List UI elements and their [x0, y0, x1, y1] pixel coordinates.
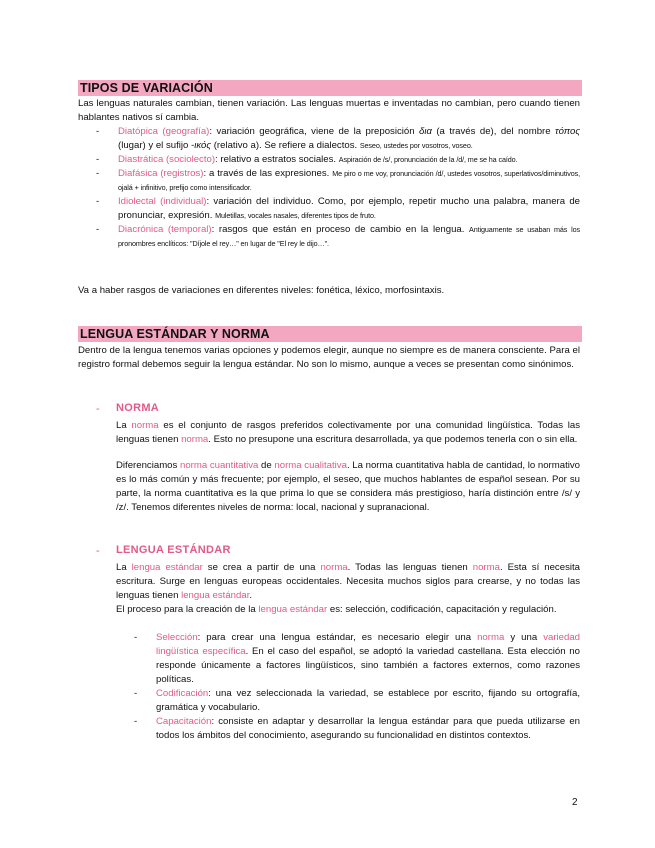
text: . La norma cuantitativa habla de cantidad, lo normativo es lo más común y más frecuente; por ejemplo, el seseo, que muchos hablantes de español sesean. Por su parte, la norma cuantitativa es la que prima lo que se considera más prestigioso, haría distinción entre /s/ y /z/. Tenemos diferentes niveles de norma: local, nacional y supranacional. [116, 460, 581, 513]
text: : una vez seleccionada la variedad, se establece por escrito, fijando su ortografía, gramática y vocabulario. [156, 688, 580, 713]
text: Diferenciamos [116, 460, 180, 471]
bullet-dash: - [96, 403, 100, 415]
term-diastratica: Diastrática (sociolecto) [118, 154, 216, 165]
example-text: Antiguamente se usaban más los pronombres enclíticos: "Díjole el rey…" en lugar de "El rey le dijo…". [118, 225, 580, 248]
term-diafasica: Diafásica (registros) [118, 168, 204, 179]
subheading-norma: NORMA [116, 402, 160, 414]
item-text: : a través de las expresiones. [203, 168, 333, 179]
term-idiolectal: Idiolectal (individual) [118, 196, 207, 207]
item-text: : variación geográfica, viene de la preposición [209, 126, 419, 137]
text: . Esto no presupone una escritura desarrollada, ya que podemos tenerla con o sin ella. [208, 434, 578, 445]
greek-word: τόπος [555, 126, 581, 137]
list-item-capacitacion [134, 715, 580, 743]
term-diacronica: Diacrónica (temporal) [118, 224, 212, 235]
item-text: : variación del individuo. Como, por ejemplo, repetir mucho una palabra, manera de pronunciar, expresión. [118, 196, 580, 221]
term-capacitacion: Capacitación [156, 716, 212, 727]
example-text: Aspiración de /s/, pronunciación de la /d/, me se ha caído. [338, 155, 518, 164]
estandar-paragraph-2 [116, 603, 580, 617]
variation-types-list [96, 125, 580, 251]
text: es el conjunto de rasgos preferidos colectivamente por una comunidad lingüística. Todas las lenguas tienen [116, 420, 581, 445]
text: y una [504, 632, 544, 643]
item-text: (lugar) y el sufijo [118, 140, 192, 151]
subheading-lengua-estandar: LENGUA ESTÁNDAR [116, 544, 231, 556]
example-text: Muletillas, vocales nasales, diferentes tipos de fruto. [215, 211, 376, 220]
term-norma: norma [477, 632, 505, 643]
text: es: selección, codificación, capacitación y regulación. [327, 604, 557, 615]
greek-word: δια [419, 126, 432, 137]
text: La [116, 562, 132, 573]
example-text: Seseo, ustedes por vosotros, voseo. [359, 141, 473, 150]
term-norma: norma [320, 562, 348, 573]
text: . Todas las lenguas tienen [347, 562, 473, 573]
text: se crea a partir de una [202, 562, 321, 573]
term-norma-cualitativa: norma cualitativa [274, 460, 347, 471]
item-text: (a través de), del nombre [431, 126, 555, 137]
list-item-diatopica [96, 125, 580, 153]
list-item-idiolectal [96, 195, 580, 223]
text: de [258, 460, 275, 471]
text: . Esta sí necesita escritura. Surge en lenguas europeas occidentales. Necesita muchos siglos para crearse, y no todas las lenguas tienen [116, 562, 580, 601]
text: . En el caso del español, se adoptó la variedad castellana. Esta elección no responde únicamente a factores lingüísticos, sino también a factores externos, como razones políticas. [156, 646, 580, 685]
example-text: Me piro o me voy, pronunciación /d/, ustedes vosotros, superlativos/diminutivos, ojalá + infinitivo, prefijo como intensificador. [118, 169, 580, 192]
term-seleccion: Selección [156, 632, 198, 643]
term-lengua-estandar: lengua estándar [181, 590, 250, 601]
term-lengua-estandar: lengua estándar [258, 604, 328, 615]
term-codificacion: Codificación [156, 688, 209, 699]
section1-intro: Las lenguas naturales cambian, tienen variación. Las lenguas muertas e inventadas no cambian, pero cuando tienen hablantes nativos sí cambia. [78, 98, 580, 123]
text: La [116, 420, 132, 431]
estandar-paragraph-1 [116, 561, 580, 603]
list-item-diacronica [96, 223, 580, 251]
page-number: 2 [572, 797, 578, 808]
section2-intro: Dentro de la lengua tenemos varias opciones y podemos elegir, aunque no siempre es de manera consciente. Para el registro formal debemos seguir la lengua estándar. No son lo mismo, aunque a veces se presentan como sinónimos. [78, 345, 580, 370]
term-norma: norma [181, 434, 209, 445]
section-heading-lengua-estandar-norma: LENGUA ESTÁNDAR Y NORMA [78, 326, 582, 342]
term-diatopica: Diatópica (geografía) [118, 126, 210, 137]
greek-word: -ικός [191, 140, 212, 151]
list-item-codificacion [134, 687, 580, 715]
term-norma-cuantitativa: norma cuantitativa [179, 460, 259, 471]
list-item-diastratica [96, 153, 580, 167]
text: . [249, 590, 253, 601]
term-norma: norma [131, 420, 159, 431]
item-text: : relativo a estratos sociales. [215, 154, 339, 165]
section-heading-tipos-variacion: TIPOS DE VARIACIÓN [78, 80, 582, 96]
norma-paragraph-1 [116, 419, 580, 447]
bullet-dash: - [96, 545, 100, 557]
text: : para crear una lengua estándar, es necesario elegir una [197, 632, 478, 643]
text: : consiste en adaptar y desarrollar la lengua estándar para que pueda utilizarse en todos los ámbitos del conocimiento, asegurando su funcionalidad en distintos contextos. [156, 716, 580, 741]
list-item-diafasica [96, 167, 580, 195]
item-text: : rasgos que están en proceso de cambio en la lengua. [211, 224, 470, 235]
process-steps-list [134, 631, 580, 743]
list-item-seleccion [134, 631, 580, 687]
term-variedad: variedad lingüística específica [156, 632, 580, 657]
norma-paragraph-2 [116, 459, 580, 515]
term-norma: norma [472, 562, 500, 573]
item-text: (relativo a). Se refiere a dialectos. [211, 140, 360, 151]
section1-closing: Va a haber rasgos de variaciones en diferentes niveles: fonética, léxico, morfosintaxis. [78, 285, 445, 296]
text: El proceso para la creación de la [116, 604, 259, 615]
term-lengua-estandar: lengua estándar [131, 562, 203, 573]
